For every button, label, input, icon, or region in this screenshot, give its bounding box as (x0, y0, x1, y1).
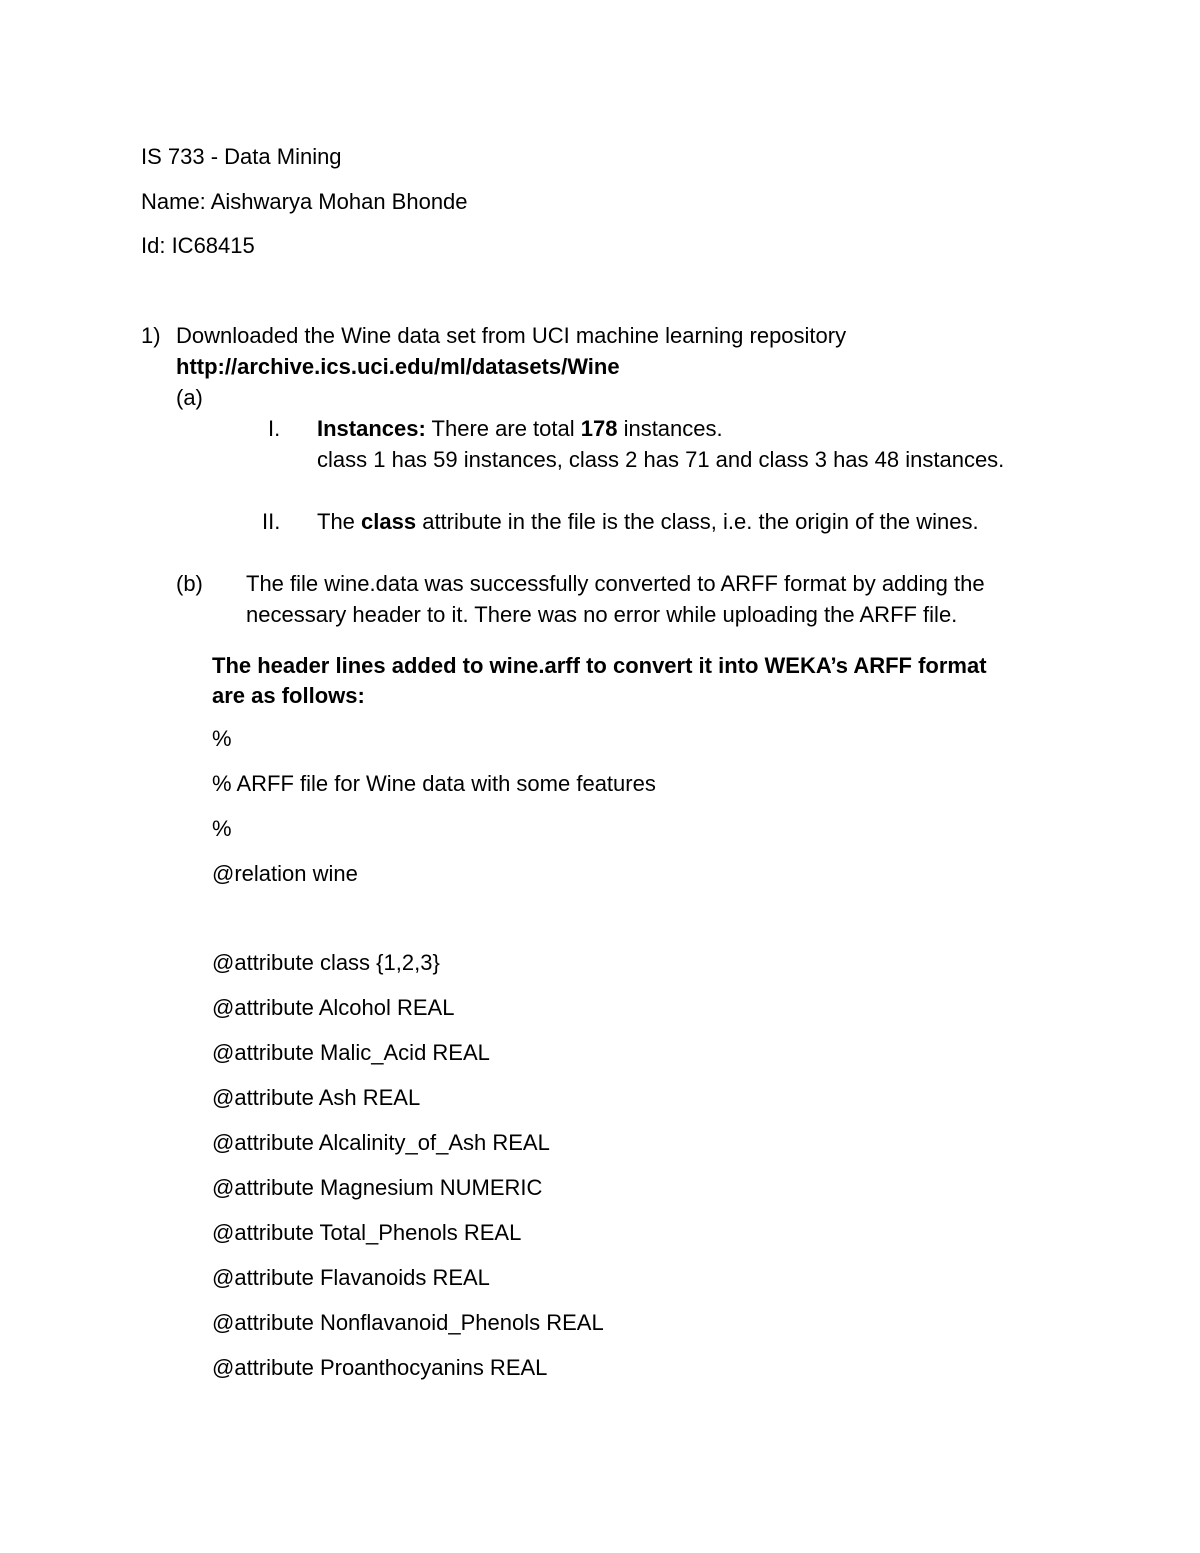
class-distribution: class 1 has 59 instances, class 2 has 71 and class 3 has 48 instances. (317, 447, 1005, 472)
arff-line: % (212, 816, 232, 841)
item-1-text (317, 413, 723, 444)
q1-number: 1) (141, 323, 161, 348)
instances-text-before: There are total (425, 416, 581, 441)
class-text-after: attribute in the file is the class, i.e. the origin of the wines. (416, 509, 979, 534)
class-text-before: The (317, 509, 362, 534)
student-name: Name: Aishwarya Mohan Bhonde (141, 189, 468, 214)
arff-line: % ARFF file for Wine data with some features (212, 771, 656, 796)
part-b-line-2: necessary header to it. There was no error while uploading the ARFF file. (246, 602, 958, 627)
arff-line: @attribute Magnesium NUMERIC (212, 1175, 543, 1200)
q1-intro: Downloaded the Wine data set from UCI machine learning repository (176, 323, 847, 348)
arff-line: @attribute Malic_Acid REAL (212, 1040, 490, 1065)
item-1-numeral: I. (268, 416, 281, 441)
arff-line: @relation wine (212, 861, 358, 886)
instances-label: Instances: (317, 416, 426, 441)
arff-line: @attribute Flavanoids REAL (212, 1265, 490, 1290)
item-2-numeral: II. (262, 509, 281, 534)
arff-line: @attribute class {1,2,3} (212, 950, 440, 975)
arff-line: @attribute Alcohol REAL (212, 995, 455, 1020)
arff-heading-line-2: are as follows: (212, 683, 365, 708)
part-b-label: (b) (176, 571, 203, 596)
arff-line: @attribute Alcalinity_of_Ash REAL (212, 1130, 550, 1155)
instances-count: 178 (580, 416, 618, 441)
item-2-text (317, 506, 979, 537)
arff-line: @attribute Proanthocyanins REAL (212, 1355, 548, 1380)
arff-heading-line-1: The header lines added to wine.arff to convert it into WEKA’s ARFF format (212, 653, 987, 678)
dataset-url: http://archive.ics.uci.edu/ml/datasets/Wine (176, 354, 620, 379)
arff-line: % (212, 726, 232, 751)
part-a-label: (a) (176, 385, 203, 410)
part-b-line-1: The file wine.data was successfully converted to ARFF format by adding the (246, 571, 985, 596)
class-word: class (361, 509, 417, 534)
arff-line: @attribute Ash REAL (212, 1085, 421, 1110)
instances-text-after: instances. (617, 416, 723, 441)
student-id: Id: IC68415 (141, 233, 255, 258)
arff-line: @attribute Nonflavanoid_Phenols REAL (212, 1310, 604, 1335)
course-title: IS 733 - Data Mining (141, 144, 342, 169)
arff-line: @attribute Total_Phenols REAL (212, 1220, 522, 1245)
